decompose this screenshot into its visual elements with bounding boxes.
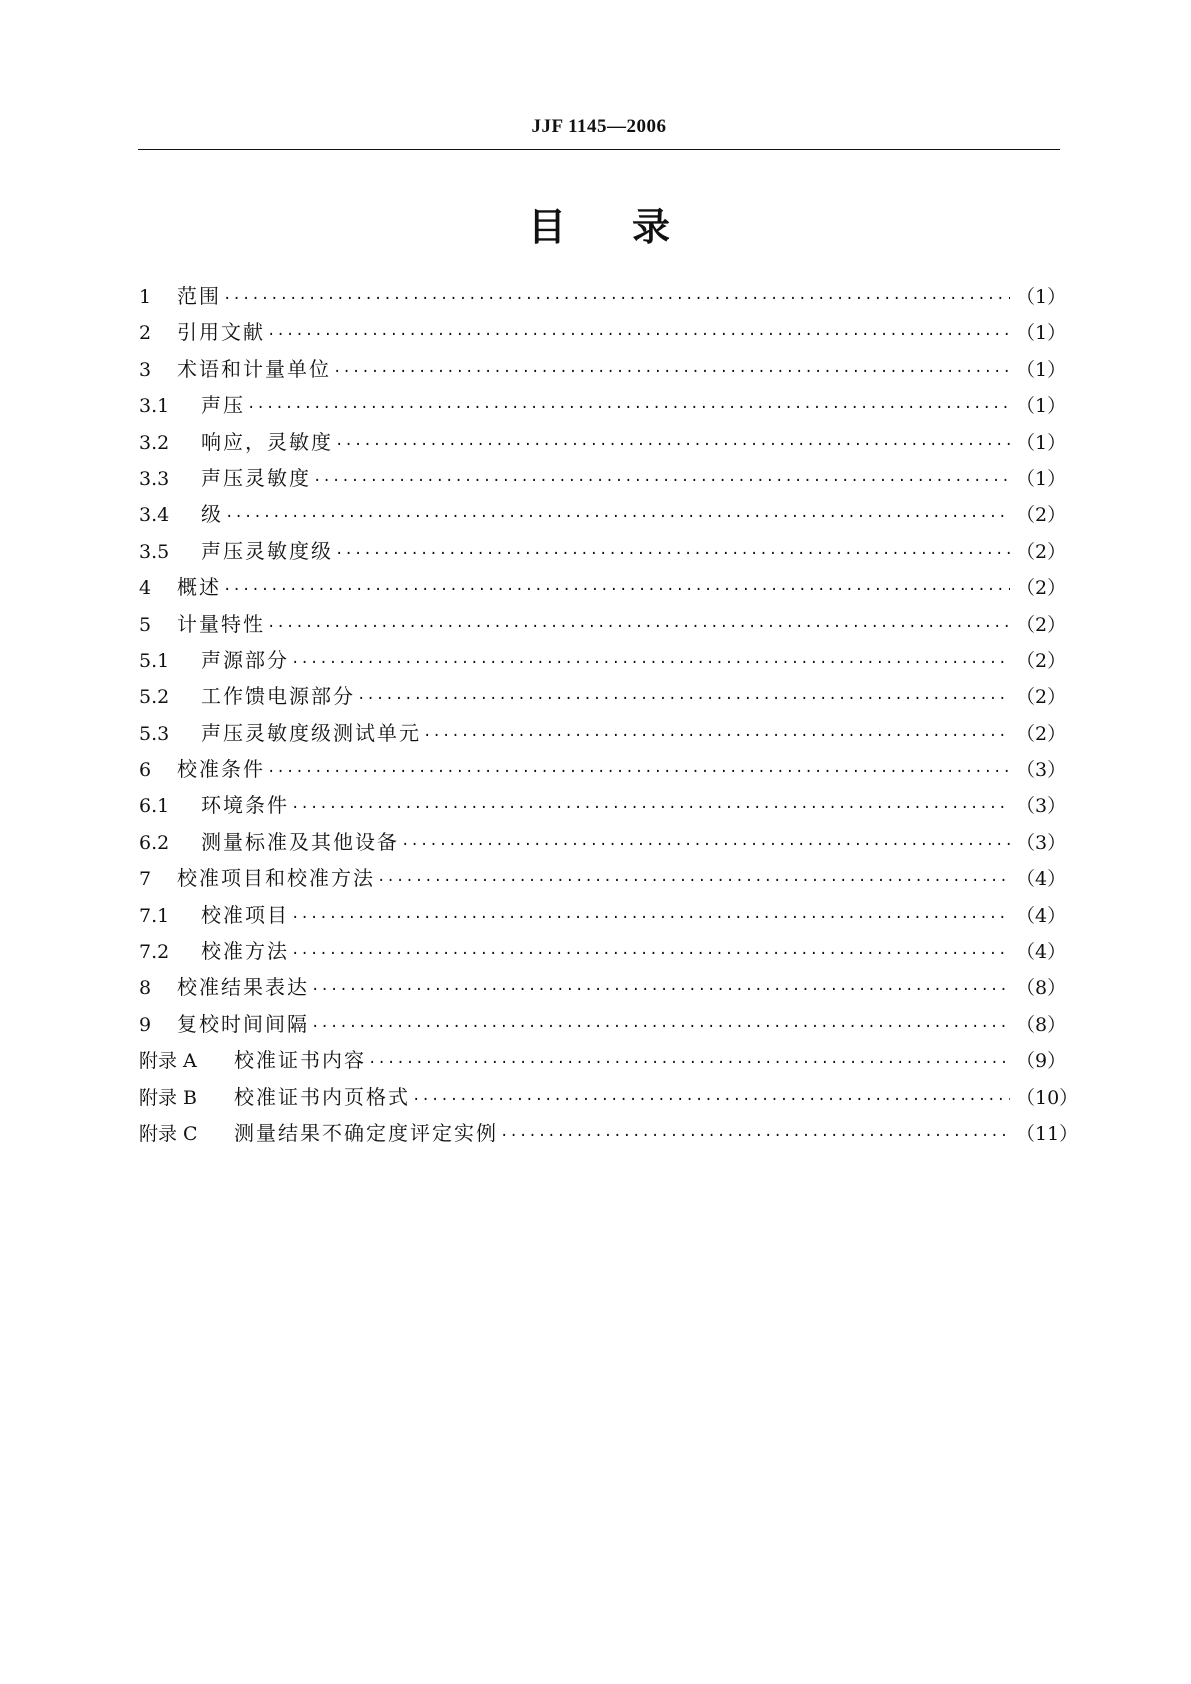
toc-entry[interactable] [139, 787, 1067, 823]
toc-dot-leader [333, 354, 1010, 390]
toc-entry-page: （1） [1016, 286, 1067, 308]
toc-entry-title: 测量标准及其他设备 [201, 829, 399, 854]
toc-entry-number: 6.1 [139, 795, 170, 818]
toc-entry[interactable] [139, 387, 1067, 423]
toc-entry-page: （11） [1016, 1122, 1079, 1145]
toc-entry-page: （2） [1016, 504, 1067, 527]
toc-entry-title: 环境条件 [201, 793, 289, 818]
toc-entry-title: 校准证书内页格式 [234, 1084, 410, 1109]
toc-entry-page: （10） [1016, 1086, 1079, 1109]
toc-entry-title: 工作馈电源部分 [201, 684, 355, 709]
toc-entry[interactable] [139, 1079, 1079, 1115]
toc-entry-page: （8） [1016, 977, 1067, 1000]
toc-dot-leader [223, 281, 1010, 317]
toc-dot-leader [267, 754, 1010, 790]
toc-entry[interactable] [139, 1042, 1067, 1078]
toc-entry[interactable] [139, 678, 1067, 714]
toc-entry-title: 测量结果不确定度评定实例 [234, 1120, 498, 1145]
page-title: 目录 [527, 205, 736, 249]
toc-entry-number: 6.2 [139, 831, 170, 854]
toc-entry-page: （3） [1016, 759, 1067, 782]
toc-dot-leader [423, 718, 1010, 754]
toc-entry-number: 7.1 [139, 904, 170, 927]
toc-entry[interactable] [139, 496, 1067, 532]
toc-entry-number: 5.3 [139, 722, 170, 745]
toc-dot-leader [377, 863, 1010, 899]
toc-entry-number: 5 [139, 613, 152, 636]
header-divider [138, 149, 1060, 150]
toc-entry-page: （2） [1016, 649, 1067, 672]
toc-entry[interactable] [139, 824, 1067, 860]
toc-entry-page: （8） [1016, 1013, 1067, 1036]
toc-entry-page: （2） [1016, 686, 1067, 709]
toc-entry-number: 6 [139, 759, 152, 782]
toc-entry-page: （1） [1016, 431, 1067, 454]
toc-entry-title: 计量特性 [177, 611, 265, 636]
toc-entry-number: 3.2 [139, 431, 170, 454]
toc-entry[interactable] [139, 424, 1067, 460]
toc-entry-page: （2） [1016, 613, 1067, 636]
toc-dot-leader [357, 681, 1010, 717]
toc-entry-number: 附录 C [139, 1122, 198, 1145]
toc-entry-page: （4） [1016, 904, 1067, 927]
toc-dot-leader [225, 499, 1010, 535]
table-of-contents [139, 278, 1079, 1151]
toc-entry-title: 概述 [177, 575, 221, 600]
toc-dot-leader [401, 827, 1010, 863]
toc-entry[interactable] [139, 933, 1067, 969]
toc-dot-leader [412, 1082, 1010, 1118]
toc-entry-title: 声压灵敏度级测试单元 [201, 720, 421, 745]
toc-dot-leader [291, 790, 1010, 826]
toc-entry-title: 范围 [177, 284, 221, 308]
toc-entry-number: 附录 A [139, 1050, 197, 1073]
toc-entry-number: 5.2 [139, 686, 170, 709]
toc-entry[interactable] [139, 751, 1067, 787]
toc-entry[interactable] [139, 642, 1067, 678]
toc-entry-number: 附录 B [139, 1086, 198, 1109]
toc-entry-page: （4） [1016, 868, 1067, 891]
toc-entry[interactable] [139, 715, 1067, 751]
toc-entry-page: （2） [1016, 577, 1067, 600]
toc-entry-title: 声压 [201, 393, 245, 418]
toc-dot-leader [311, 972, 1010, 1008]
toc-entry[interactable] [139, 897, 1067, 933]
toc-entry[interactable] [139, 533, 1067, 569]
toc-entry-number: 1 [139, 286, 152, 308]
toc-entry-title: 校准方法 [201, 939, 289, 964]
toc-dot-leader [267, 609, 1010, 645]
toc-entry[interactable] [139, 314, 1067, 350]
toc-entry-page: （3） [1016, 831, 1067, 854]
toc-entry-page: （2） [1016, 540, 1067, 563]
toc-entry-title: 级 [201, 502, 223, 527]
toc-entry-number: 9 [139, 1013, 152, 1036]
toc-entry-number: 3 [139, 358, 152, 381]
toc-entry[interactable] [139, 351, 1067, 387]
toc-entry-number: 7 [139, 868, 152, 891]
toc-entry-number: 3.3 [139, 467, 170, 490]
toc-entry-title: 响应，灵敏度 [201, 429, 333, 454]
toc-entry-title: 校准结果表达 [177, 975, 309, 1000]
toc-entry-page: （1） [1016, 467, 1067, 490]
toc-entry[interactable] [139, 569, 1067, 605]
toc-entry-number: 3.4 [139, 504, 170, 527]
toc-dot-leader [368, 1045, 1010, 1081]
toc-entry-page: （1） [1016, 395, 1067, 418]
toc-entry[interactable] [139, 278, 1067, 314]
toc-entry-number: 2 [139, 322, 152, 345]
toc-entry-title: 校准条件 [177, 757, 265, 782]
toc-entry-title: 复校时间间隔 [177, 1011, 309, 1036]
toc-entry-number: 4 [139, 577, 152, 600]
toc-entry-page: （3） [1016, 795, 1067, 818]
document-code-header: JJF 1145—2006 [531, 116, 667, 137]
toc-entry-page: （1） [1016, 358, 1067, 381]
toc-entry-title: 声源部分 [201, 647, 289, 672]
toc-entry-page: （2） [1016, 722, 1067, 745]
toc-entry[interactable] [139, 606, 1067, 642]
toc-entry-page: （9） [1016, 1050, 1067, 1073]
toc-entry[interactable] [139, 860, 1067, 896]
toc-dot-leader [267, 317, 1010, 353]
toc-entry-title: 声压灵敏度 [201, 465, 311, 490]
toc-dot-leader [335, 427, 1010, 463]
toc-dot-leader [500, 1118, 1010, 1154]
toc-dot-leader [247, 390, 1010, 426]
toc-entry[interactable] [139, 460, 1067, 496]
toc-entry-page: （4） [1016, 941, 1067, 964]
toc-entry-number: 3.5 [139, 540, 170, 563]
toc-dot-leader [223, 572, 1010, 608]
toc-entry-title: 校准证书内容 [234, 1048, 366, 1073]
toc-entry[interactable] [139, 969, 1067, 1005]
toc-entry-page: （1） [1016, 322, 1067, 345]
toc-entry-number: 5.1 [139, 649, 170, 672]
toc-entry-title: 引用文献 [177, 320, 265, 345]
toc-entry-title: 校准项目和校准方法 [177, 866, 375, 891]
toc-entry[interactable] [139, 1006, 1067, 1042]
toc-dot-leader [291, 936, 1010, 972]
toc-dot-leader [313, 463, 1010, 499]
toc-dot-leader [311, 1009, 1010, 1045]
toc-entry-title: 校准项目 [201, 902, 289, 927]
toc-entry-title: 术语和计量单位 [177, 356, 331, 381]
toc-dot-leader [291, 645, 1010, 681]
toc-entry-title: 声压灵敏度级 [201, 538, 333, 563]
toc-entry-number: 3.1 [139, 395, 170, 418]
toc-entry-number: 7.2 [139, 941, 170, 964]
toc-dot-leader [291, 900, 1010, 936]
toc-entry-number: 8 [139, 977, 152, 1000]
toc-entry[interactable] [139, 1115, 1079, 1151]
toc-dot-leader [335, 536, 1010, 572]
